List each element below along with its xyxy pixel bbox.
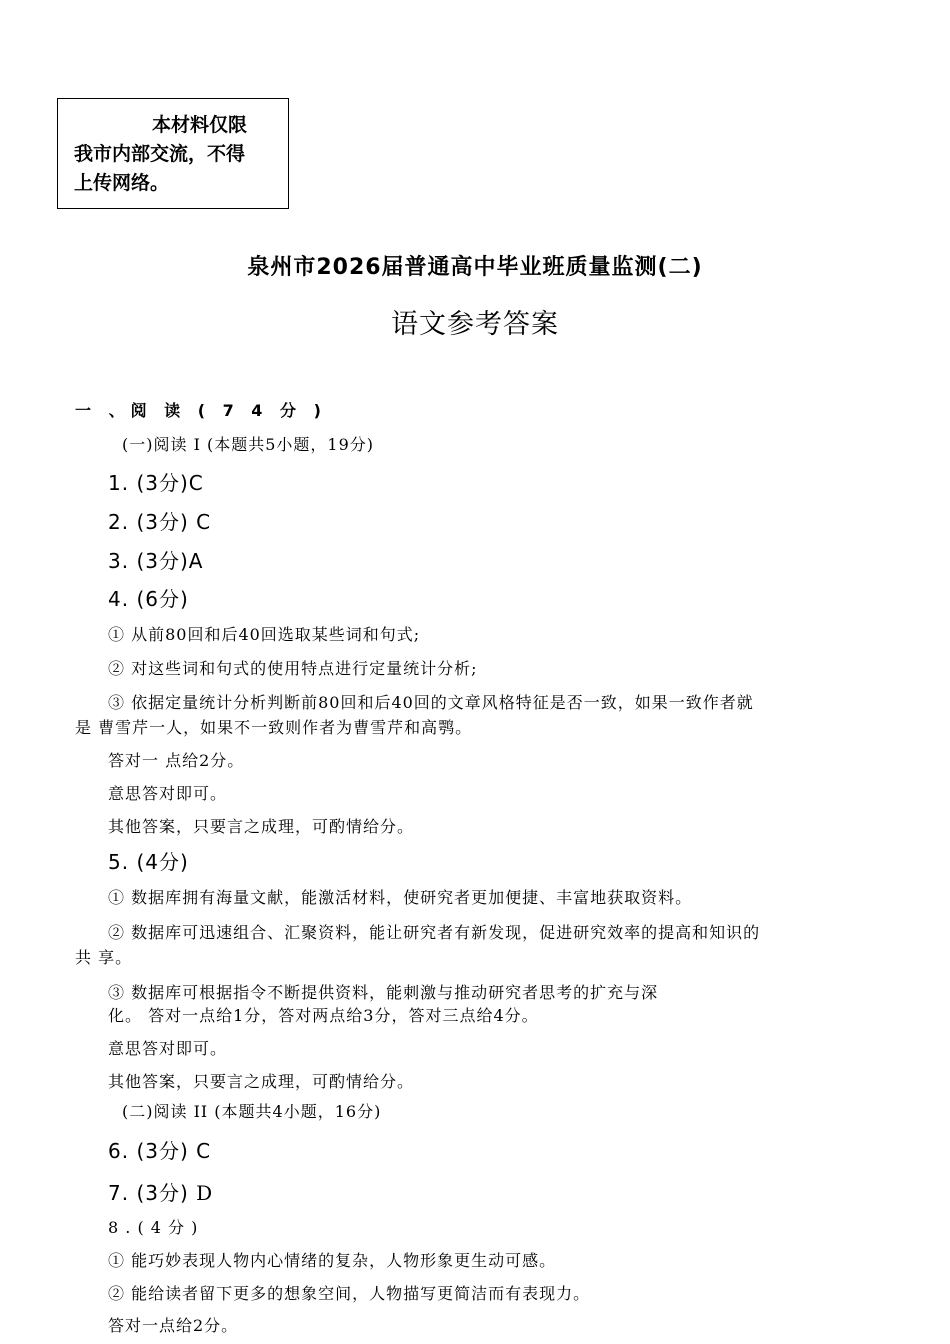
q4-point-3-line-1: ③ 依据定量统计分析判断前80回和后40回的文章风格特征是否一致，如果一致作者就 [108, 693, 754, 712]
answer-q5-label: 5. (4分) [108, 850, 189, 874]
answer-q4-label: 4. (6分) [108, 587, 189, 611]
notice-line-1: 本材料仅限 [152, 114, 248, 136]
q5-point-2-line-1: ② 数据库可迅速组合、汇聚资料，能让研究者有新发现，促进研究效率的提高和知识的 [108, 923, 761, 942]
q5-point-3-line-2: 化。 答对一点给1分，答对两点给3分，答对三点给4分。 [108, 1006, 539, 1025]
answer-q6: 6. (3分) C [108, 1139, 212, 1163]
answer-q7-label: 7. (3分) [108, 1181, 189, 1205]
q4-note-1: 意思答对即可。 [108, 784, 228, 803]
q4-point-3-line-2: 是 曹雪芹一人，如果不一致则作者为曹雪芹和高鹗。 [75, 718, 473, 737]
notice-box [57, 98, 289, 209]
answer-q3: 3. (3分)A [108, 549, 204, 573]
q8-score-rule: 答对一点给2分。 [108, 1316, 239, 1335]
document-title: 泉州市2026届普通高中毕业班质量监测(二) [247, 255, 703, 280]
notice-line-3: 上传网络。 [74, 172, 170, 194]
reading2-heading: (二)阅读 II (本题共4小题，16分) [122, 1102, 382, 1121]
document-subtitle: 语文参考答案 [391, 309, 559, 340]
answer-q7-choice: D [196, 1181, 214, 1205]
q4-point-1: ① 从前80回和后40回选取某些词和句式; [108, 625, 421, 644]
q5-note-2: 其他答案，只要言之成理，可酌情给分。 [108, 1072, 415, 1091]
q8-point-2: ② 能给读者留下更多的想象空间，人物描写更简洁而有表现力。 [108, 1284, 591, 1303]
q4-note-2: 其他答案，只要言之成理，可酌情给分。 [108, 817, 415, 836]
answer-q8-label: 8 . ( 4 分 ) [108, 1218, 199, 1237]
section-heading-reading: 一 、阅 读 ( 7 4 分 ) [75, 401, 327, 420]
reading1-heading: (一)阅读 I (本题共5小题，19分) [122, 435, 375, 454]
q5-note-1: 意思答对即可。 [108, 1039, 228, 1058]
q5-point-1: ① 数据库拥有海量文献，能激活材料，使研究者更加便捷、丰富地获取资料。 [108, 888, 693, 907]
q4-point-2: ② 对这些词和句式的使用特点进行定量统计分析; [108, 659, 478, 678]
q5-point-2-line-2: 共 享。 [75, 948, 133, 967]
q8-point-1: ① 能巧妙表现人物内心情绪的复杂，人物形象更生动可感。 [108, 1251, 557, 1270]
q4-score-rule: 答对一 点给2分。 [108, 751, 245, 770]
answer-q2: 2. (3分) C [108, 510, 212, 534]
q5-point-3-line-1: ③ 数据库可根据指令不断提供资料，能刺激与推动研究者思考的扩充与深 [108, 983, 659, 1002]
answer-q1: 1. (3分)C [108, 471, 204, 495]
notice-line-2: 我市内部交流，不得 [74, 143, 246, 165]
answer-q7 [108, 1177, 213, 1206]
